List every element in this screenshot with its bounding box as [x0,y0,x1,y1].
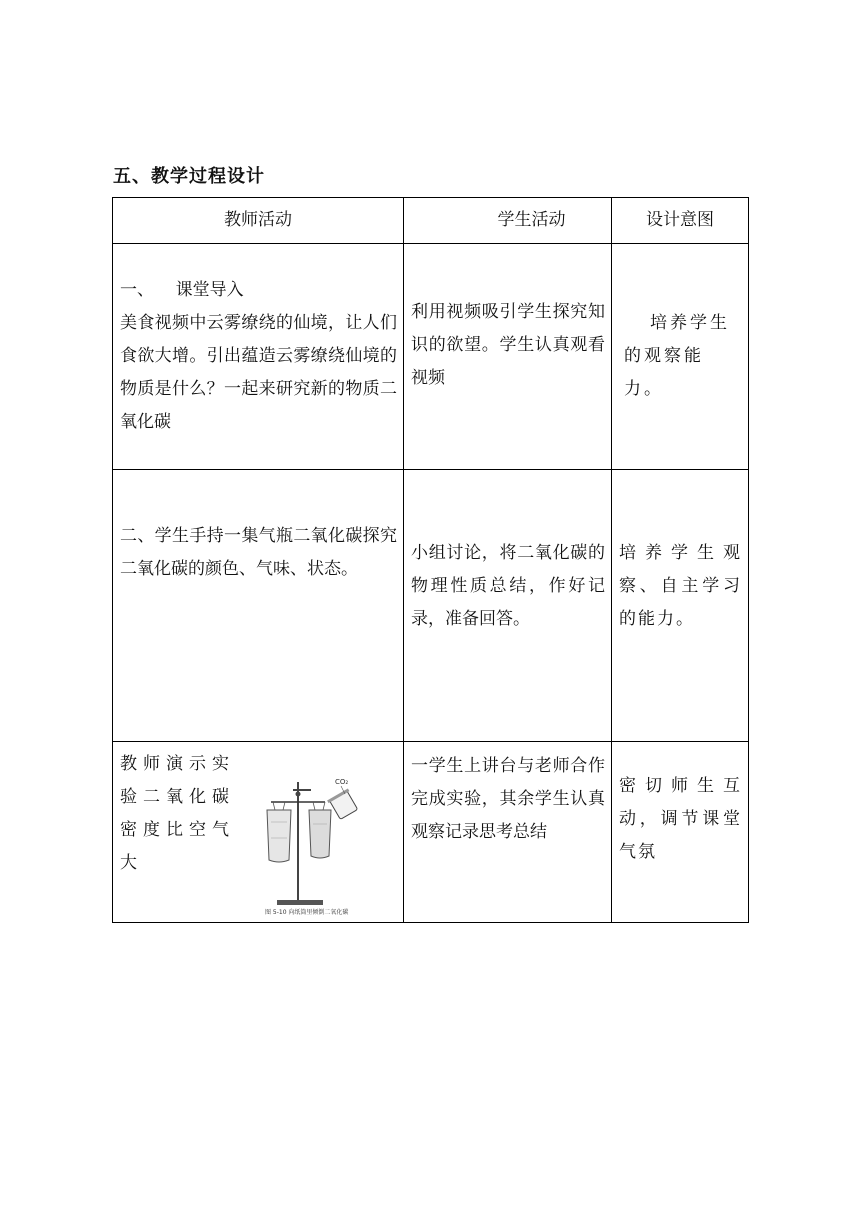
student-text: 小组讨论，将二氧化碳的物理性质总结，作好记录，准备回答。 [411,543,605,629]
intent-cell [612,244,749,470]
table-row [113,244,749,470]
header-design-intent: 设计意图 [612,198,749,244]
intent-cell [612,470,749,742]
teacher-text: 美食视频中云雾缭绕的仙境，让人们食欲大增。引出蕴造云雾缭绕仙境的物质是什么？一起来研究新的物质二氧化碳 [120,313,397,432]
demo-line: 密度比空气 [120,820,235,840]
teacher-cell [113,470,404,742]
figure-caption: 图 5-10 向纸筒里倾倒二氧化碳 [265,909,349,916]
student-cell [404,470,612,742]
intent-text: 培养学生观察、自主学习的能力。 [619,543,742,629]
teacher-cell [113,244,404,470]
demo-line: 大 [120,853,143,873]
stand-base [277,900,323,905]
student-cell [404,742,612,923]
table-row [113,470,749,742]
header-teacher-activity: 教师活动 [113,198,404,244]
demo-line: 验二氧化碳 [120,787,235,807]
teacher-heading: 一、 课堂导入 [120,280,244,300]
gas-jar [327,788,359,820]
left-paper-bag [267,810,291,862]
teaching-process-table [112,197,749,923]
table-row [113,742,749,923]
student-text: 一学生上讲台与老师合作完成实验，其余学生认真观察记录思考总结 [411,756,605,842]
teacher-cell [113,742,404,923]
co2-label: CO₂ [335,778,349,786]
intent-text: 培养学生的观察能力。 [624,313,730,399]
section-title: 五、教学过程设计 [113,166,265,187]
intent-text: 密切师生互动，调节课堂气氛 [619,776,742,862]
teacher-text: 二、学生手持一集气瓶二氧化碳探究二氧化碳的颜色、气味、状态。 [120,526,397,579]
intent-cell [612,742,749,923]
demo-line: 教师演示实 [120,754,235,774]
header-student-activity: 学生活动 [404,198,612,244]
student-cell [404,244,612,470]
table-header-row [113,198,749,244]
right-paper-bag [309,810,331,858]
balance-experiment-illustration [265,772,395,922]
student-text: 利用视频吸引学生探究知识的欲望。学生认真观看视频 [411,302,605,388]
